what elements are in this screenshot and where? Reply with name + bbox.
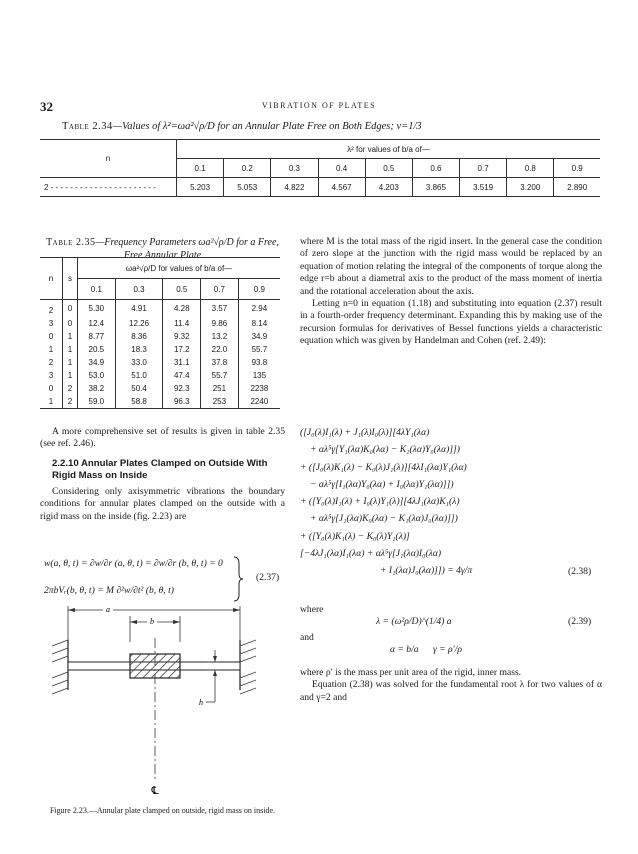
t2-row-s: 2 <box>63 382 78 395</box>
t2-cell: 12.26 <box>115 317 163 330</box>
t2-row-s: 1 <box>63 343 78 356</box>
right-para-1: where M is the total mass of the rigid insert. In the general case the condition of zero slope at the junction with the rigid mass would be replaced by an equation of motion relating the integral of the components of torque along the edge r=b about a diametral axis to the product of the mass moment of inertia and the rotational acceleration about the axis. <box>300 236 602 297</box>
table-2-34 <box>40 139 600 197</box>
t2-cell: 2.94 <box>251 304 268 313</box>
eq-2-38-line: + ([Y₀(λ)K₁(λ) − K₀(λ)Y₁(λ)] <box>300 530 410 542</box>
eq-2-37-number: (2.37) <box>256 572 280 583</box>
t2-row <box>40 300 280 318</box>
t2-cell: 55.7 <box>201 369 239 382</box>
t1-row-n: 2 - - - - - - - - - - - - - - - - - - - - - - <box>40 178 177 197</box>
t2-cell: 58.8 <box>115 395 163 409</box>
eq-2-38 <box>300 424 602 580</box>
t2-row-n: 2 <box>40 300 63 318</box>
t2-cell: 51.0 <box>115 369 163 382</box>
t2-cell: 253 <box>201 395 239 409</box>
page-number: 32 <box>40 99 53 114</box>
t2-group-header: ωa²√ρ/D for values of b/a of— <box>78 258 281 279</box>
t2-row-s: 0 <box>63 317 78 330</box>
t2-row-n: 0 <box>40 330 63 343</box>
eq-2-38-line: + I₁(λα)J₀(λα)]]) = 4γ/π <box>380 565 473 577</box>
t2-cell: 18.3 <box>115 343 163 356</box>
right-para-3: where ρ′ is the mass per unit area of the rigid, inner mass. <box>300 667 522 678</box>
t2-cell: 2240 <box>250 397 269 406</box>
eq-2-40: α = b/a γ = ρ′/ρ <box>390 644 462 655</box>
t2-row <box>40 395 280 409</box>
eq-2-38-line: + αλ⁵γ[Y₁(λα)K₀(λα) − K₁(λα)Y₀(λα)]]) <box>310 444 460 456</box>
t2-cell: 53.0 <box>78 369 116 382</box>
table-2-35 <box>40 257 280 409</box>
t2-col-header: 0.7 <box>201 279 239 300</box>
t1-col-header: 0.1 <box>177 159 224 178</box>
t1-col-header: 0.6 <box>412 159 459 178</box>
t1-col-header: 0.3 <box>271 159 318 178</box>
t2-row-n: 1 <box>40 395 63 409</box>
t2-row <box>40 343 280 356</box>
t2-cell: 11.4 <box>163 317 201 330</box>
t2-cell: 8.14 <box>251 319 268 328</box>
t2-cell: 251 <box>201 382 239 395</box>
right-clamp-wall <box>240 640 256 694</box>
t2-cell: 38.2 <box>78 382 116 395</box>
table-2-35-label: Table 2.35 <box>46 237 96 248</box>
t1-cell: 4.567 <box>318 178 365 197</box>
dimension-h <box>206 650 220 702</box>
t2-cell: 55.7 <box>251 345 268 354</box>
t2-row <box>40 369 280 382</box>
t2-cell: 2238 <box>250 384 269 393</box>
right-para-4: Equation (2.38) was solved for the fundamental root λ for two values of α and γ=2 and <box>300 679 602 703</box>
t2-cell: 50.4 <box>115 382 163 395</box>
t1-cell: 2.890 <box>567 182 588 192</box>
t1-cell: 4.822 <box>271 178 318 197</box>
section-heading <box>40 458 285 482</box>
t2-cell: 59.0 <box>78 395 116 409</box>
section-title: Annular Plates Clamped on Outside With Rigid Mass on Inside <box>52 457 268 481</box>
t2-row <box>40 356 280 369</box>
left-para-1: A more comprehensive set of results is given in table 2.35 (see ref. 2.46). <box>40 426 285 450</box>
where-label: where <box>300 604 324 615</box>
running-title: VIBRATION OF PLATES <box>261 101 377 110</box>
t2-cell: 9.32 <box>163 330 201 343</box>
figure-2-23 <box>40 602 285 802</box>
eq-2-38-line: + αλ⁵γ[J₁(λα)K₀(λα) − K₁(λα)J₀(λα)]]) <box>310 513 458 525</box>
eq-2-38-number: (2.38) <box>568 566 592 577</box>
t2-cell: 12.4 <box>78 317 116 330</box>
t1-col-header: 0.9 <box>571 163 583 173</box>
t2-row-n: 3 <box>40 317 63 330</box>
t2-row-s: 1 <box>63 330 78 343</box>
t1-cell: 3.200 <box>507 178 554 197</box>
t2-cell: 4.91 <box>115 300 163 318</box>
t2-cell: 34.9 <box>251 332 268 341</box>
t2-cell: 34.9 <box>78 356 116 369</box>
eq-2-39: λ = (ω²ρ/D)^(1/4) a <box>376 616 452 627</box>
t2-s-header: s <box>63 258 78 300</box>
t1-col-header: 0.7 <box>460 159 507 178</box>
eq-2-37-line-2: 2πbVᵣ(b, θ, t) = M ∂²w/∂t² (b, θ, t) <box>44 585 174 596</box>
t2-row-s: 1 <box>63 356 78 369</box>
t2-row-n: 0 <box>40 382 63 395</box>
t2-cell: 92.3 <box>163 382 201 395</box>
eq-2-37-brace <box>232 556 244 602</box>
t1-col-header: 0.5 <box>365 159 412 178</box>
left-para-2: Considering only axisymmetric vibrations the boundary conditions for annular plates clamped on the outside with a rigid mass on the inside (fig. 2.23) are <box>40 485 285 522</box>
t2-cell: 31.1 <box>163 356 201 369</box>
t2-row-n: 2 <box>40 356 63 369</box>
figure-2-23-caption: Figure 2.23.—Annular plate clamped on outside, rigid mass on inside. <box>49 806 276 815</box>
t2-cell: 47.4 <box>163 369 201 382</box>
eq-2-38-line: − αλ⁵γ[I₁(λα)Y₀(λα) + I₀(λα)Y₁(λα)]]) <box>310 478 454 490</box>
centerline-symbol: ℄ <box>151 784 159 797</box>
t2-cell: 5.30 <box>78 300 116 318</box>
t1-col-header: 0.8 <box>507 159 554 178</box>
t2-cell: 37.8 <box>201 356 239 369</box>
eq-2-38-line: + ([J₀(λ)K₁(λ) − K₀(λ)J₁(λ)][4λI₁(λα)Y₁(λα) <box>300 461 467 473</box>
t1-cell: 3.519 <box>460 178 507 197</box>
t2-cell: 3.57 <box>201 300 239 318</box>
t2-n-header: n <box>40 258 63 300</box>
t2-cell: 13.2 <box>201 330 239 343</box>
left-column <box>40 426 285 523</box>
t2-row-s: 1 <box>63 369 78 382</box>
t2-row-s: 2 <box>63 395 78 409</box>
figure-label-b: b <box>150 617 154 626</box>
t2-cell: 33.0 <box>115 356 163 369</box>
table-2-35-title: —Frequency Parameters ωa²√ρ/D for a Free, Free Annular Plate <box>95 237 279 261</box>
table-2-34-title: —Values of λ²=ωa²√ρ/D for an Annular Plate Free on Both Edges; ν=1/3 <box>112 121 422 132</box>
figure-label-h: h <box>199 698 203 707</box>
eq-2-38-line: ([J₀(λ)I₁(λ) + J₁(λ)I₀(λ)][4λY₁(λα) <box>300 427 430 438</box>
section-number: 2.2.10 <box>52 457 79 469</box>
eq-2-38-line: [−4λJ₁(λα)I₁(λα) + αλ⁵γ[J₁(λα)I₀(λα) <box>300 548 442 560</box>
t2-row <box>40 382 280 395</box>
t1-cell: 3.865 <box>412 178 459 197</box>
table-2-34-label: Table 2.34 <box>62 121 113 132</box>
t2-cell: 9.86 <box>201 317 239 330</box>
t2-row <box>40 317 280 330</box>
eq-2-39-number: (2.39) <box>568 616 592 627</box>
right-column-top <box>300 236 602 348</box>
eq-2-38-line: + ([Y₀(λ)I₁(λ) + I₀(λ)Y₁(λ)][4λJ₁(λα)K₁(λ) <box>300 496 460 508</box>
eq-2-38-lines <box>300 424 602 580</box>
t1-group-header: λ² for values of b/a of— <box>177 140 601 159</box>
t2-cell: 8.77 <box>78 330 116 343</box>
figure-label-a: a <box>106 605 110 614</box>
right-column-bottom <box>300 667 602 704</box>
t2-row-s: 0 <box>63 300 78 318</box>
t1-col-header: 0.2 <box>224 159 271 178</box>
and-label: and <box>300 632 314 643</box>
t2-col-header: 0.3 <box>115 279 163 300</box>
t2-cell: 93.8 <box>251 358 268 367</box>
t1-n-header: n <box>40 140 177 178</box>
t1-col-header: 0.4 <box>318 159 365 178</box>
t2-cell: 8.36 <box>115 330 163 343</box>
t2-cell: 20.5 <box>78 343 116 356</box>
t2-col-header: 0.9 <box>253 284 265 294</box>
t2-row-n: 1 <box>40 343 63 356</box>
t2-cell: 17.2 <box>163 343 201 356</box>
t1-cell: 5.053 <box>224 178 271 197</box>
t1-cell: 4.203 <box>365 178 412 197</box>
t2-cell: 4.28 <box>163 300 201 318</box>
t2-row-n: 3 <box>40 369 63 382</box>
eq-2-37-line-1: w(a, θ, t) = ∂w/∂r (a, θ, t) = ∂w/∂r (b, θ, t) = 0 <box>44 558 223 569</box>
t2-col-header: 0.1 <box>78 279 116 300</box>
table-2-34-caption <box>62 121 602 132</box>
t2-col-header: 0.5 <box>163 279 201 300</box>
t2-cell: 135 <box>252 371 267 380</box>
t1-cell: 5.203 <box>177 178 224 197</box>
left-clamp-wall <box>52 640 68 694</box>
t2-row <box>40 330 280 343</box>
right-para-2: Letting n=0 in equation (1.18) and substituting into equation (2.37) result in a fourth-order frequency determinant. Expanding this by making use of the recursion formulas for derivatives of Bessel functions yields a characteristic equation which was given by Handelman and Cohen (ref. 2.49): <box>300 298 602 347</box>
t2-cell: 22.0 <box>201 343 239 356</box>
t2-cell: 96.3 <box>163 395 201 409</box>
